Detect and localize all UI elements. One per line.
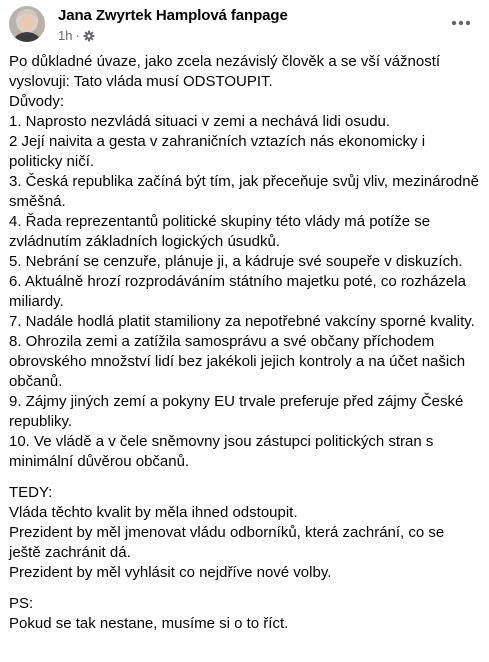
post-body bbox=[9, 52, 479, 634]
post-timestamp[interactable]: 1h bbox=[58, 28, 73, 43]
paragraph-spacer bbox=[9, 472, 479, 483]
tedy-item: Vláda těchto kvalit by měla ihned odstoupit. bbox=[9, 504, 298, 521]
reason-item: 5. Nebrání se cenzuře, plánuje ji, a kádruje své soupeře v diskuzích. bbox=[9, 253, 463, 270]
post-intro: Po důkladné úvaze, jako zcela nezávislý člověk a se vší vážností vyslovuji: Tato vláda musí ODSTOUPIT. bbox=[9, 53, 441, 90]
settings-gear-icon[interactable] bbox=[83, 30, 95, 42]
author-name-link[interactable]: Jana Zwyrtek Hamplová fanpage bbox=[58, 7, 288, 24]
reason-item: 2 Její naivita a gesta v zahraničních vztazích nás ekonomicky i politicky ničí. bbox=[9, 133, 426, 170]
paragraph-spacer bbox=[9, 583, 479, 594]
reason-item: 3. Česká republika začíná být tím, jak přeceňuje svůj vliv, mezinárodně směšná. bbox=[9, 173, 479, 210]
reason-item: 4. Řada reprezentantů politické skupiny této vlády má potíže se zvládnutím základních logických úsudků. bbox=[9, 213, 431, 250]
reason-item: 10. Ve vládě a v čele sněmovny jsou zástupci politických stran s minimální důvěrou občanů. bbox=[9, 433, 434, 470]
reason-item: 9. Zájmy jiných zemí a pokyny EU trvale preferuje před zájmy České republiky. bbox=[9, 393, 464, 430]
reason-item: 6. Aktuálně hrozí rozprodáváním státního majetku poté, co rozházela miliardy. bbox=[9, 273, 466, 310]
meta-separator: · bbox=[75, 28, 80, 43]
tedy-title: TEDY: bbox=[9, 484, 53, 501]
author-avatar[interactable] bbox=[9, 6, 45, 42]
ps-text: Pokud se tak nestane, musíme si o to říct. bbox=[9, 615, 289, 632]
reason-item: 1. Naprosto nezvládá situaci v zemi a nechává lidi osudu. bbox=[9, 113, 391, 130]
tedy-item: Prezident by měl jmenovat vládu odborníků, která zachrání, co se ještě zachránit dá. bbox=[9, 524, 445, 561]
reason-item: 8. Ohrozila zemi a zatížila samosprávu a své občany příchodem obrovského množství lidí bez jakékoli jejich kontroly a na účet našich občanů. bbox=[9, 333, 466, 390]
reason-item: 7. Nadále hodlá platit stamiliony za nepotřebné vakcíny sporné kvality. bbox=[9, 313, 475, 330]
more-options-icon bbox=[451, 20, 471, 26]
ps-title: PS: bbox=[9, 595, 34, 612]
post-header bbox=[9, 6, 489, 46]
reasons-title: Důvody: bbox=[9, 93, 65, 110]
tedy-item: Prezident by měl vyhlásit co nejdříve nové volby. bbox=[9, 564, 332, 581]
post-meta bbox=[58, 28, 95, 43]
more-options-button[interactable] bbox=[446, 8, 476, 38]
